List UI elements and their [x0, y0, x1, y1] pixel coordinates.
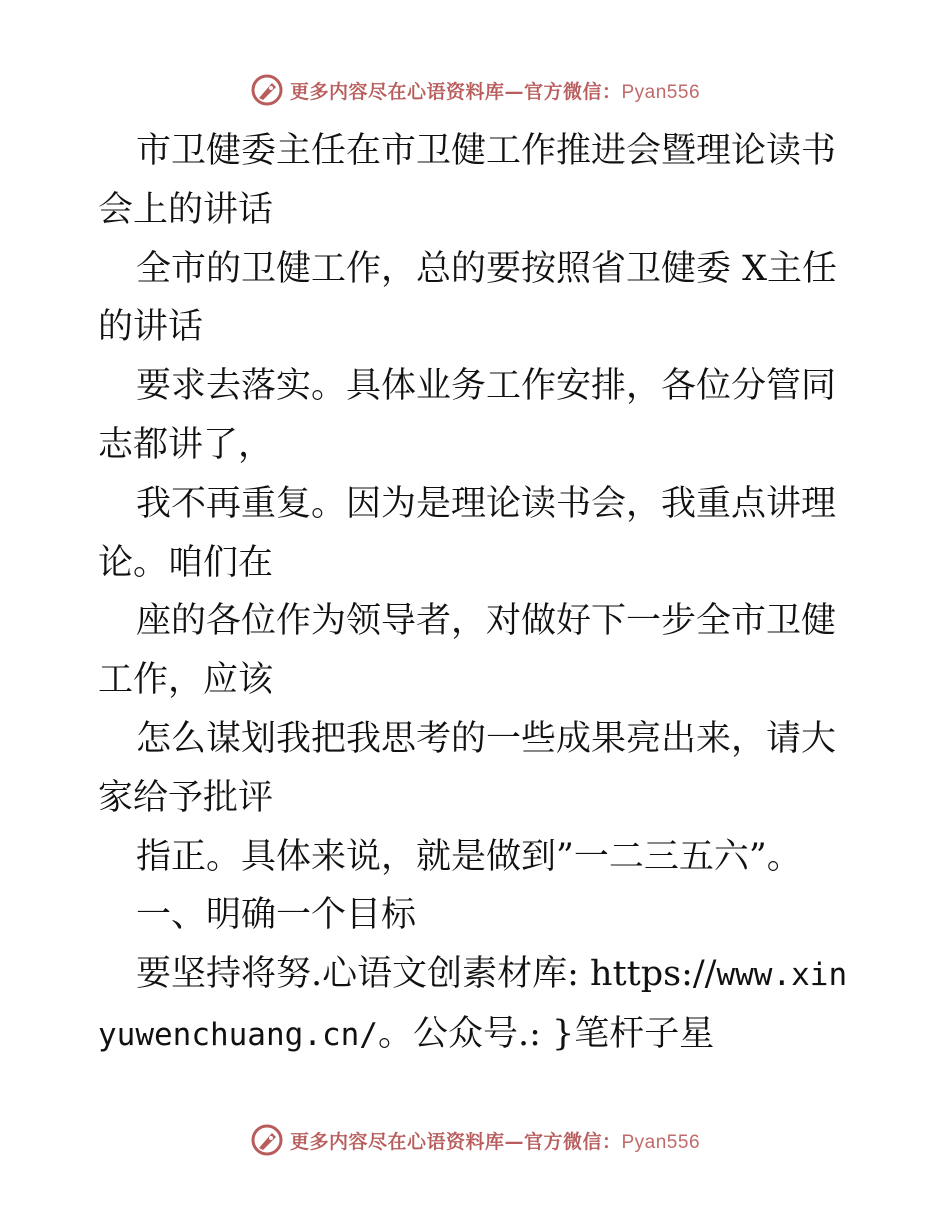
footer-banner-text — [290, 1127, 700, 1154]
paragraph-4: 座的各位作为领导者，对做好下一步全市卫健工作，应该 — [98, 601, 837, 701]
header-banner-text — [290, 77, 700, 104]
paragraph-3: 我不再重复。因为是理论读书会，我重点讲理论。咱们在 — [98, 483, 837, 583]
footer-banner-inner — [250, 1123, 700, 1157]
header-banner — [0, 70, 950, 110]
pen-nib-logo-icon — [250, 73, 284, 107]
paragraph-source-line — [98, 945, 858, 1065]
footer-wechat-id: Pyan556 — [621, 1131, 701, 1153]
paragraph-title: 市卫健委主任在市卫健工作推进会暨理论读书会上的讲话 — [98, 131, 837, 230]
source-line-end: 。公众号.: }笔杆子星 — [377, 1013, 715, 1054]
document-body — [98, 122, 858, 1065]
header-banner-label: 更多内容尽在心语资料库—官方微信： — [289, 80, 622, 103]
source-url-link[interactable]: www.xinyuwenchuang.cn/ — [98, 957, 848, 1053]
paragraph-5: 怎么谋划我把我思考的一些成果亮出来，请大家给予批评 — [98, 718, 837, 818]
paragraph-6: 指正。具体来说，就是做到”一二三五六”。 — [136, 836, 802, 877]
paragraph-2: 要求去落实。具体业务工作安排，各位分管同志都讲了， — [98, 366, 837, 465]
footer-banner-label: 更多内容尽在心语资料库—官方微信： — [289, 1130, 622, 1153]
header-banner-inner — [250, 73, 700, 107]
header-wechat-id: Pyan556 — [621, 81, 701, 103]
paragraph-1: 全市的卫健工作，总的要按照省卫健委 X主任的讲话 — [98, 248, 838, 348]
source-line-start: 要坚持将努.心语文创素材库: https:// — [136, 954, 717, 995]
footer-banner — [0, 1120, 950, 1160]
pen-nib-logo-icon — [250, 1123, 284, 1157]
section-heading: 一、明确一个目标 — [136, 895, 417, 936]
